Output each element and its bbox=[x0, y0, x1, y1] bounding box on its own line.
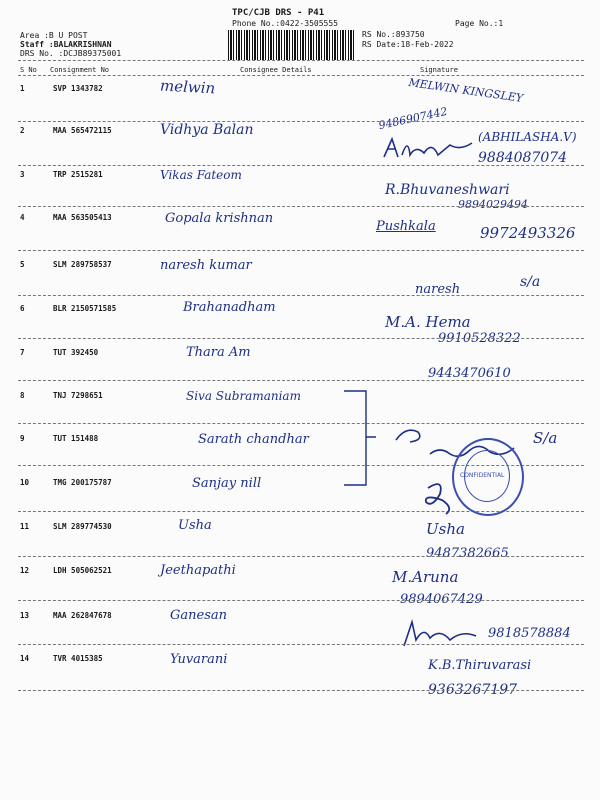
row-consignment: LDH 505062521 bbox=[53, 566, 112, 575]
row-divider bbox=[18, 380, 584, 381]
row-sno: 11 bbox=[20, 522, 30, 531]
row-consignee: Vidhya Balan bbox=[160, 122, 254, 138]
col-consignee: Consignee Details bbox=[240, 66, 312, 74]
phone-number: Phone No.:0422-3505555 bbox=[232, 19, 338, 28]
row-phone: 9884087074 bbox=[478, 150, 568, 166]
row-sno: 9 bbox=[20, 434, 25, 443]
row-consignee: Sarath chandhar bbox=[198, 432, 309, 447]
row-consignee: naresh kumar bbox=[160, 258, 252, 273]
staff-label: Staff :BALAKRISHNAN bbox=[20, 40, 112, 49]
row-consignment: TRP 2515281 bbox=[53, 170, 103, 179]
row-divider bbox=[18, 690, 584, 691]
row-divider bbox=[18, 121, 584, 122]
row-signature: MELWIN KINGSLEY bbox=[407, 76, 524, 105]
row-consignment: MAA 565472115 bbox=[53, 126, 112, 135]
row-consignee: Sanjay nill bbox=[192, 476, 262, 491]
row-consignment: TMG 200175787 bbox=[53, 478, 112, 487]
row-phone: 9910528322 bbox=[438, 331, 521, 346]
row-sno: 12 bbox=[20, 566, 30, 575]
rs-date: RS Date:18-Feb-2022 bbox=[362, 40, 454, 49]
row-signature: K.B.Thiruvarasi bbox=[428, 658, 532, 673]
row-phone: 9894029494 bbox=[458, 198, 528, 211]
row-signature: Pushkala bbox=[376, 219, 436, 234]
row-divider bbox=[18, 295, 584, 296]
row-sno: 3 bbox=[20, 170, 25, 179]
handwritten-signature bbox=[400, 618, 480, 650]
row-consignee: Yuvarani bbox=[170, 652, 228, 667]
header-top-rule bbox=[18, 60, 584, 61]
row-signature: naresh bbox=[415, 282, 461, 297]
row-consignment: MAA 563505413 bbox=[53, 213, 112, 222]
row-phone: 9443470610 bbox=[428, 366, 511, 381]
document-title: TPC/CJB DRS - P41 bbox=[232, 8, 325, 18]
row-sno: 1 bbox=[20, 84, 25, 93]
row-consignee: melwin bbox=[159, 76, 216, 98]
row-consignee: Brahanadham bbox=[183, 300, 276, 315]
col-signature: Signature bbox=[420, 66, 458, 74]
initials: s/a bbox=[520, 274, 541, 290]
row-sno: 8 bbox=[20, 391, 25, 400]
row-consignment: SLM 289758537 bbox=[53, 260, 112, 269]
rs-number: RS No.:893750 bbox=[362, 30, 425, 39]
row-phone: 9972493326 bbox=[480, 224, 576, 242]
row-consignment: SVP 1343782 bbox=[53, 84, 103, 93]
row-consignment: TUT 392450 bbox=[53, 348, 99, 357]
row-signature: (ABHILASHA.V) bbox=[478, 130, 577, 144]
row-consignee: Vikas Fateom bbox=[160, 168, 242, 182]
row-phone: 9818578884 bbox=[488, 626, 571, 641]
header-bottom-rule bbox=[18, 75, 584, 76]
row-divider bbox=[18, 165, 584, 166]
official-stamp bbox=[452, 438, 524, 516]
row-consignee: Ganesan bbox=[170, 608, 227, 623]
row-signature: M.A. Hema bbox=[385, 313, 471, 331]
row-consignment: SLM 289774530 bbox=[53, 522, 112, 531]
row-divider bbox=[18, 556, 584, 557]
row-sno: 5 bbox=[20, 260, 25, 269]
row-phone: 9894067429 bbox=[400, 592, 483, 607]
row-divider bbox=[18, 644, 584, 645]
row-consignment: TNJ 7298651 bbox=[53, 391, 103, 400]
row-sno: 10 bbox=[20, 478, 30, 487]
row-divider bbox=[18, 206, 584, 207]
row-divider bbox=[18, 338, 584, 339]
drs-number: DRS No. :DCJB89375001 bbox=[20, 49, 122, 58]
row-signature: R.Bhuvaneshwari bbox=[385, 182, 510, 198]
row-consignment: TUT 151488 bbox=[53, 434, 99, 443]
page-number: Page No.:1 bbox=[455, 19, 504, 28]
row-phone: 9486907442 bbox=[377, 104, 449, 133]
row-divider bbox=[18, 250, 584, 251]
col-sno: S No bbox=[20, 66, 37, 74]
row-consignment: BLR 2150571585 bbox=[53, 304, 117, 313]
group-bracket bbox=[340, 385, 380, 495]
row-consignee: Usha bbox=[178, 518, 212, 533]
barcode bbox=[228, 30, 354, 60]
row-sno: 6 bbox=[20, 304, 25, 313]
row-sno: 2 bbox=[20, 126, 25, 135]
stamp-text: CONFIDENTIAL bbox=[460, 472, 505, 479]
handwritten-signature bbox=[420, 478, 460, 518]
row-consignee: Gopala krishnan bbox=[165, 211, 274, 226]
row-phone: 9363267197 bbox=[428, 682, 518, 698]
row-consignee: Thara Am bbox=[186, 345, 251, 360]
row-sno: 4 bbox=[20, 213, 25, 222]
row-signature: Usha bbox=[426, 520, 465, 538]
row-sno: 7 bbox=[20, 348, 25, 357]
row-sno: 13 bbox=[20, 611, 30, 620]
row-consignment: MAA 262847678 bbox=[53, 611, 112, 620]
row-divider bbox=[18, 600, 584, 601]
initials: S/a bbox=[533, 429, 558, 447]
row-consignee: Jeethapathi bbox=[160, 563, 236, 578]
row-consignment: TVR 4015385 bbox=[53, 654, 103, 663]
col-consignment: Consignment No bbox=[50, 66, 110, 74]
row-consignee: Siva Subramaniam bbox=[186, 389, 301, 403]
area-label: Area :B U POST bbox=[20, 31, 88, 40]
row-sno: 14 bbox=[20, 654, 30, 663]
row-phone: 9487382665 bbox=[426, 546, 509, 561]
row-signature: M.Aruna bbox=[392, 568, 459, 586]
handwritten-signature bbox=[380, 135, 480, 165]
